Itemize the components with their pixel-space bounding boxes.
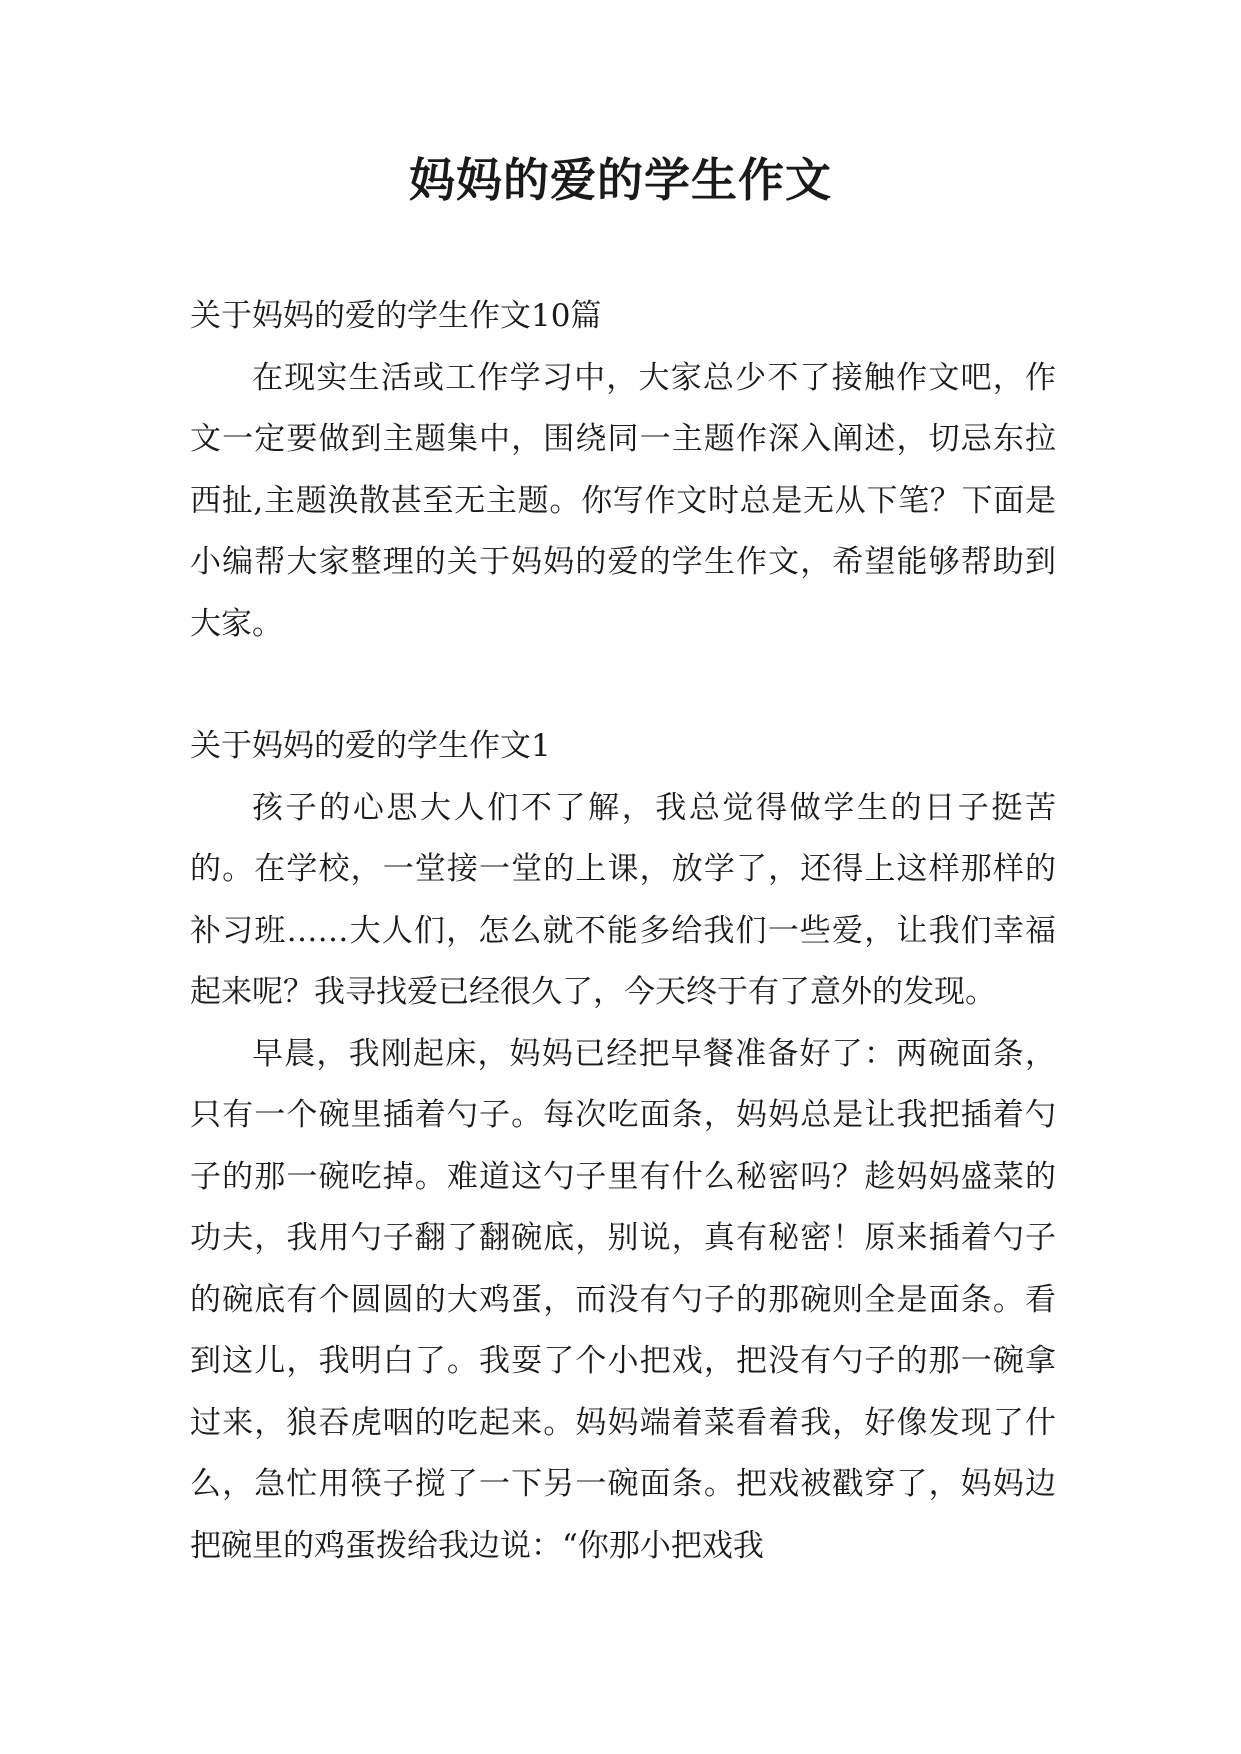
section-heading: 关于妈妈的爱的学生作文1	[190, 728, 551, 764]
section-paragraph: 早晨，我刚起床，妈妈已经把早餐准备好了：两碗面条，只有一个碗里插着勺子。每次吃面条，妈妈总是让我把插着勺子的那一碗吃掉。难道这勺子里有什么秘密吗？趁妈妈盛菜的功夫，我用勺子翻了翻碗底，别说，真有秘密！原来插着勺子的碗底有个圆圆的大鸡蛋，而没有勺子的那碗则全是面条。看到这儿，我明白了。我耍了个小把戏，把没有勺子的那一碗拿过来，狼吞虎咽的吃起来。妈妈端着菜看着我，好像发现了什么，急忙用筷子搅了一下另一碗面条。把戏被戳穿了，妈妈边把碗里的鸡蛋拨给我边说：“你那小把戏我	[190, 1035, 1056, 1564]
intro-heading: 关于妈妈的爱的学生作文10篇	[190, 298, 602, 334]
document-body	[190, 286, 1056, 1577]
intro-paragraph: 在现实生活或工作学习中，大家总少不了接触作文吧，作文一定要做到主题集中，围绕同一主题作深入阐述，切忌东拉西扯,主题涣散甚至无主题。你写作文时总是无从下笔？下面是小编帮大家整理的关于妈妈的爱的学生作文，希望能够帮助到大家。	[190, 359, 1056, 642]
section-spacer	[190, 655, 1056, 716]
document-title: 妈妈的爱的学生作文	[409, 153, 832, 207]
section-paragraph: 孩子的心思大人们不了解，我总觉得做学生的日子挺苦的。在学校，一堂接一堂的上课，放学了，还得上这样那样的补习班……大人们，怎么就不能多给我们一些爱，让我们幸福起来呢？我寻找爱已经很久了，今天终于有了意外的发现。	[190, 789, 1056, 1010]
